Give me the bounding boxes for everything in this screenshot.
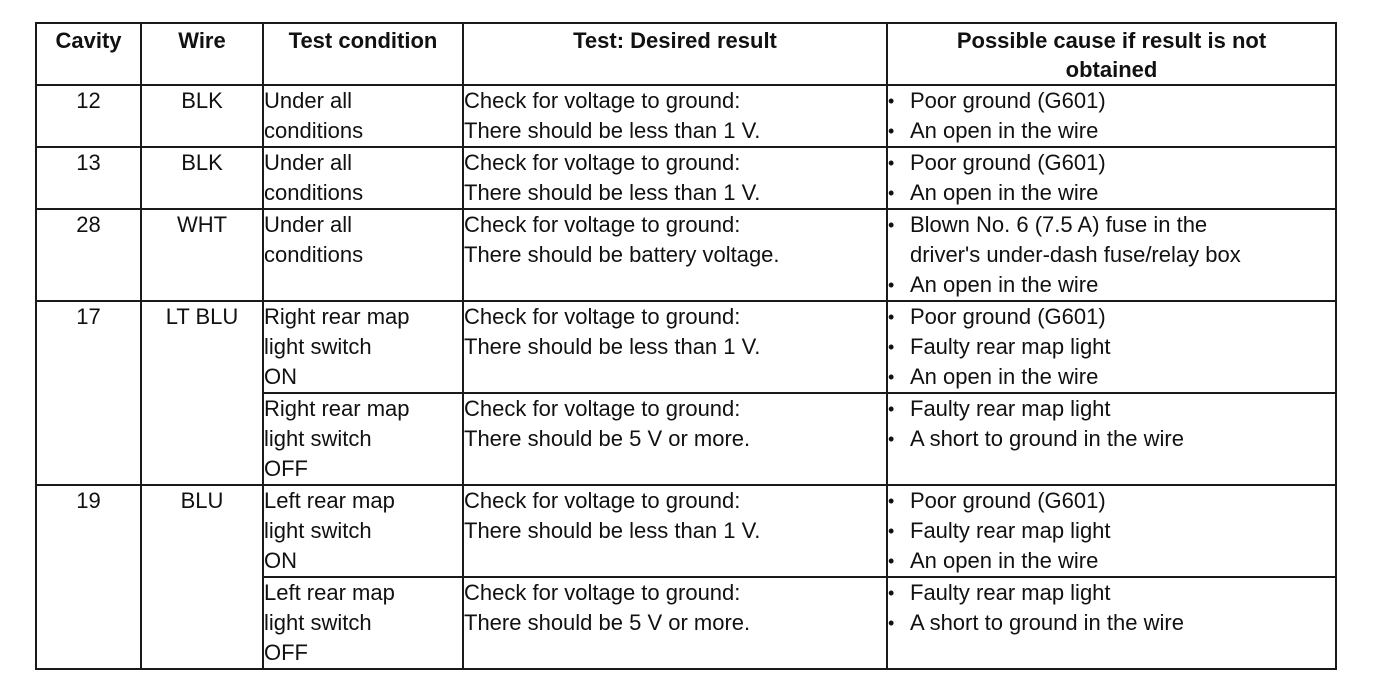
condition-cell: Right rear map light switch ON xyxy=(263,301,463,393)
wire-cell: BLU xyxy=(141,485,263,669)
condition-cell: Under all conditions xyxy=(263,209,463,301)
table-row xyxy=(36,301,1336,393)
header-result: Test: Desired result xyxy=(463,23,887,85)
cavity-cell: 17 xyxy=(36,301,141,485)
result-cell: Check for voltage to ground: There should be less than 1 V. xyxy=(463,301,887,393)
list-item: • An open in the wire xyxy=(888,362,1335,392)
header-condition: Test condition xyxy=(263,23,463,85)
list-item: • Poor ground (G601) xyxy=(888,486,1335,516)
result-cell: Check for voltage to ground: There should be less than 1 V. xyxy=(463,485,887,577)
wire-cell: BLK xyxy=(141,147,263,209)
result-cell: Check for voltage to ground: There should be battery voltage. xyxy=(463,209,887,301)
condition-cell: Left rear map light switch OFF xyxy=(263,577,463,669)
wire-cell: BLK xyxy=(141,85,263,147)
cavity-cell: 13 xyxy=(36,147,141,209)
list-item: • Faulty rear map light xyxy=(888,578,1335,608)
cause-cell xyxy=(887,85,1336,147)
cause-cell xyxy=(887,209,1336,301)
result-cell: Check for voltage to ground: There should be 5 V or more. xyxy=(463,577,887,669)
list-item: • Faulty rear map light xyxy=(888,394,1335,424)
header-cavity: Cavity xyxy=(36,23,141,85)
cavity-cell: 28 xyxy=(36,209,141,301)
list-item: • A short to ground in the wire xyxy=(888,424,1335,454)
list-item: • Poor ground (G601) xyxy=(888,148,1335,178)
wire-cell: LT BLU xyxy=(141,301,263,485)
header-cause: Possible cause if result is not obtained xyxy=(887,23,1336,85)
table-row xyxy=(36,485,1336,577)
condition-cell: Under all conditions xyxy=(263,85,463,147)
condition-cell: Under all conditions xyxy=(263,147,463,209)
cavity-cell: 19 xyxy=(36,485,141,669)
cause-cell xyxy=(887,485,1336,577)
cause-cell xyxy=(887,301,1336,393)
list-item: • An open in the wire xyxy=(888,546,1335,576)
result-cell: Check for voltage to ground: There should be 5 V or more. xyxy=(463,393,887,485)
wire-cell: WHT xyxy=(141,209,263,301)
result-cell: Check for voltage to ground: There should be less than 1 V. xyxy=(463,147,887,209)
list-item: • Poor ground (G601) xyxy=(888,302,1335,332)
table-row xyxy=(36,85,1336,147)
list-item: • An open in the wire xyxy=(888,270,1335,300)
table-row xyxy=(36,209,1336,301)
list-item: • An open in the wire xyxy=(888,178,1335,208)
result-cell: Check for voltage to ground: There should be less than 1 V. xyxy=(463,85,887,147)
cause-cell xyxy=(887,577,1336,669)
list-item: • An open in the wire xyxy=(888,116,1335,146)
list-item: • Faulty rear map light xyxy=(888,332,1335,362)
header-wire: Wire xyxy=(141,23,263,85)
cause-cell xyxy=(887,393,1336,485)
header-row xyxy=(36,23,1336,85)
cavity-cell: 12 xyxy=(36,85,141,147)
condition-cell: Right rear map light switch OFF xyxy=(263,393,463,485)
list-item: • Blown No. 6 (7.5 A) fuse in the xyxy=(888,210,1335,240)
list-item: • Poor ground (G601) xyxy=(888,86,1335,116)
condition-cell: Left rear map light switch ON xyxy=(263,485,463,577)
test-table xyxy=(35,22,1337,670)
list-item: • Faulty rear map light xyxy=(888,516,1335,546)
table-row xyxy=(36,147,1336,209)
list-item: • A short to ground in the wire xyxy=(888,608,1335,638)
cause-cell xyxy=(887,147,1336,209)
list-item-continuation: driver's under-dash fuse/relay box xyxy=(910,242,1241,267)
